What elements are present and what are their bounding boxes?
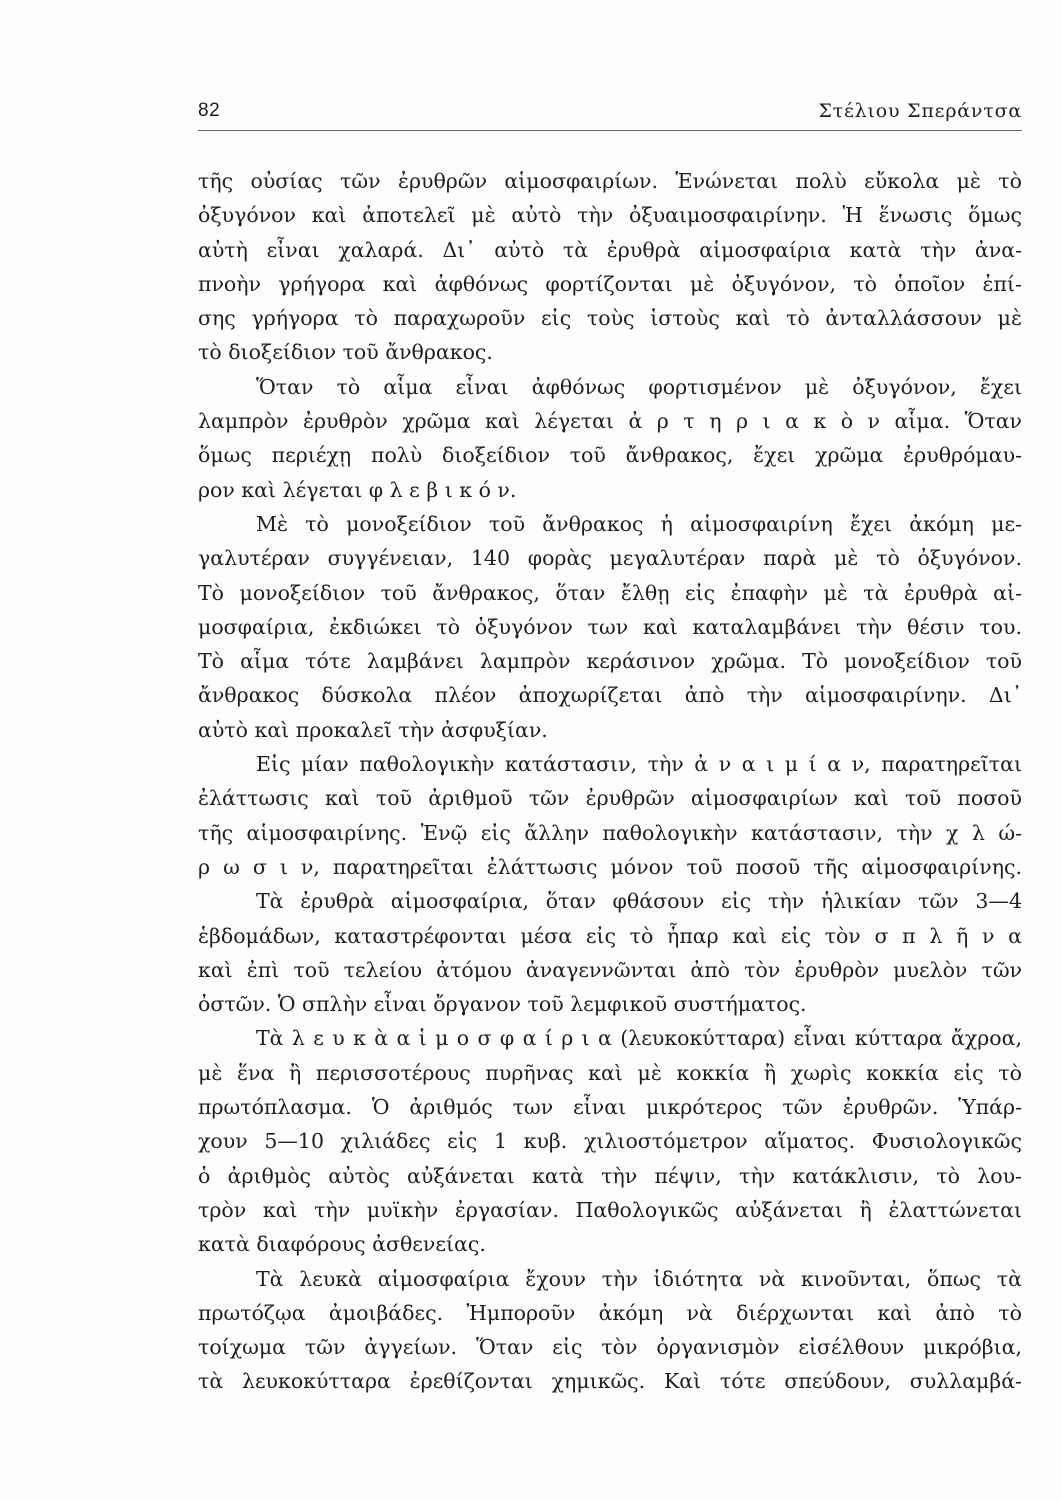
page-number: 82	[198, 100, 221, 121]
text-line: μὲ ἕνα ἢ περισσοτέρους πυρῆνας καὶ μὲ κοκκία ἢ χωρὶς κοκκία εἰς τὸ	[198, 1060, 1022, 1085]
text-line: αὐτὸ καὶ προκαλεῖ τὴν ἀσφυξίαν.	[198, 717, 548, 742]
text-line: Τὰ λ ε υ κ ὰ α ἱ μ ο σ φ α ί ρ ι α (λευκοκύτταρα) εἶναι κύτταρα ἄχροα,	[256, 1026, 1022, 1051]
running-head: Στέλιου Σπεράντσα	[818, 100, 1022, 122]
text-line: γαλυτέραν συγγένειαν, 140 φορὰς μεγαλυτέραν παρὰ μὲ τὸ ὀξυγόνον.	[198, 546, 1022, 571]
text-line: ρ ω σ ι ν, παρατηρεῖται ἐλάττωσις μόνον τοῦ ποσοῦ τῆς αἱμοσφαιρίνης.	[198, 854, 1022, 879]
text-line: μοσφαίρια, ἐκδιώκει τὸ ὀξυγόνον των καὶ καταλαμβάνει τὴν θέσιν του.	[198, 614, 1022, 639]
text-line: Τὰ ἐρυθρὰ αἱμοσφαίρια, ὅταν φθάσουν εἰς τὴν ἡλικίαν τῶν 3—4	[256, 889, 1022, 914]
text-line: ἄνθρακος δύσκολα πλέον ἀποχωρίζεται ἀπὸ τὴν αἱμοσφαιρίνην. Δι᾽	[198, 683, 1022, 708]
text-line: καὶ ἐπὶ τοῦ τελείου ἀτόμου ἀναγεννῶνται ἀπὸ τὸν ἐρυθρὸν μυελὸν τῶν	[198, 957, 1022, 982]
text-line: Εἰς μίαν παθολογικὴν κατάστασιν, τὴν ἀ ν α ι μ ί α ν, παρατηρεῖται	[256, 752, 1022, 777]
text-line: Μὲ τὸ μονοξείδιον τοῦ ἄνθρακος ἡ αἱμοσφαιρίνη ἔχει ἀκόμη με-	[256, 511, 1022, 536]
text-line: αὐτὴ εἶναι χαλαρά. Δι᾽ αὐτὸ τὰ ἐρυθρὰ αἱμοσφαίρια κατὰ τὴν ἀνα-	[198, 237, 1022, 262]
text-line: Τὸ μονοξείδιον τοῦ ἄνθρακος, ὅταν ἔλθῃ εἰς ἐπαφὴν μὲ τὰ ἐρυθρὰ αἱ-	[198, 580, 1022, 605]
text-line: ἑβδομάδων, καταστρέφονται μέσα εἰς τὸ ἧπαρ καὶ εἰς τὸν σ π λ ῆ ν α	[198, 923, 1022, 948]
text-line: σης γρήγορα τὸ παραχωροῦν εἰς τοὺς ἱστοὺς καὶ τὸ ἀνταλλάσσουν μὲ	[198, 306, 1022, 331]
text-line: ὅμως περιέχῃ πολὺ διοξείδιον τοῦ ἄνθρακος, ἔχει χρῶμα ἐρυθρόμαυ-	[198, 443, 1022, 468]
text-line: ὀξυγόνον καὶ ἀποτελεῖ μὲ αὐτὸ τὴν ὀξυαιμοσφαιρίνην. Ἡ ἕνωσις ὅμως	[198, 203, 1022, 228]
page-header	[198, 100, 1022, 130]
text-line: χουν 5—10 χιλιάδες εἰς 1 κυβ. χιλιοστόμετρον αἵματος. Φυσιολογικῶς	[198, 1129, 1022, 1154]
text-line: πρωτόπλασμα. Ὁ ἀριθμός των εἶναι μικρότερος τῶν ἐρυθρῶν. Ὑπάρ-	[198, 1095, 1022, 1120]
text-line: Ὅταν τὸ αἷμα εἶναι ἀφθόνως φορτισμένον μὲ ὀξυγόνον, ἔχει	[256, 374, 1022, 399]
text-line: κατὰ διαφόρους ἀσθενείας.	[198, 1232, 486, 1257]
text-line: πρωτόζῳα ἀμοιβάδες. Ἠμποροῦν ἀκόμη νὰ διέρχωνται καὶ ἀπὸ τὸ	[198, 1300, 1022, 1325]
text-line: τὰ λευκοκύτταρα ἐρεθίζονται χημικῶς. Καὶ τότε σπεύδουν, συλλαμβά-	[198, 1369, 1022, 1394]
text-line: Τὸ αἷμα τότε λαμβάνει λαμπρὸν κεράσινον χρῶμα. Τὸ μονοξείδιον τοῦ	[198, 649, 1022, 674]
text-line: τρὸν καὶ τὴν μυϊκὴν ἐργασίαν. Παθολογικῶς αὐξάνεται ἢ ἐλαττώνεται	[198, 1197, 1022, 1222]
header-rule	[198, 130, 1022, 131]
text-line: Τὰ λευκὰ αἱμοσφαίρια ἔχουν τὴν ἰδιότητα νὰ κινοῦνται, ὅπως τὰ	[256, 1266, 1022, 1291]
text-line: ἐλάττωσις καὶ τοῦ ἀριθμοῦ τῶν ἐρυθρῶν αἱμοσφαιρίων καὶ τοῦ ποσοῦ	[198, 786, 1022, 811]
text-line: ὀστῶν. Ὁ σπλὴν εἶναι ὄργανον τοῦ λεμφικοῦ συστήματος.	[198, 992, 807, 1017]
text-line: τῆς οὐσίας τῶν ἐρυθρῶν αἱμοσφαιρίων. Ἑνώνεται πολὺ εὔκολα μὲ τὸ	[198, 169, 1022, 193]
text-line: πνοὴν γρήγορα καὶ ἀφθόνως φορτίζονται μὲ ὀξυγόνον, τὸ ὁποῖον ἐπί-	[198, 271, 1022, 296]
text-line: τοίχωμα τῶν ἀγγείων. Ὅταν εἰς τὸν ὀργανισμὸν εἰσέλθουν μικρόβια,	[198, 1335, 1022, 1360]
body-text	[198, 164, 1022, 1399]
text-line: ὁ ἀριθμὸς αὐτὸς αὐξάνεται κατὰ τὴν πέψιν, τὴν κατάκλισιν, τὸ λου-	[198, 1163, 1022, 1188]
text-line: ρον καὶ λέγεται φ λ ε β ι κ ό ν.	[198, 477, 517, 502]
text-line: τῆς αἱμοσφαιρίνης. Ἐνῷ εἰς ἄλλην παθολογικὴν κατάστασιν, τὴν χ λ ώ-	[198, 820, 1022, 845]
text-line: λαμπρὸν ἐρυθρὸν χρῶμα καὶ λέγεται ἀ ρ τ η ρ ι α κ ὸ ν αἷμα. Ὅταν	[198, 409, 1022, 434]
text-line: τὸ διοξείδιον τοῦ ἄνθρακος.	[198, 340, 493, 365]
